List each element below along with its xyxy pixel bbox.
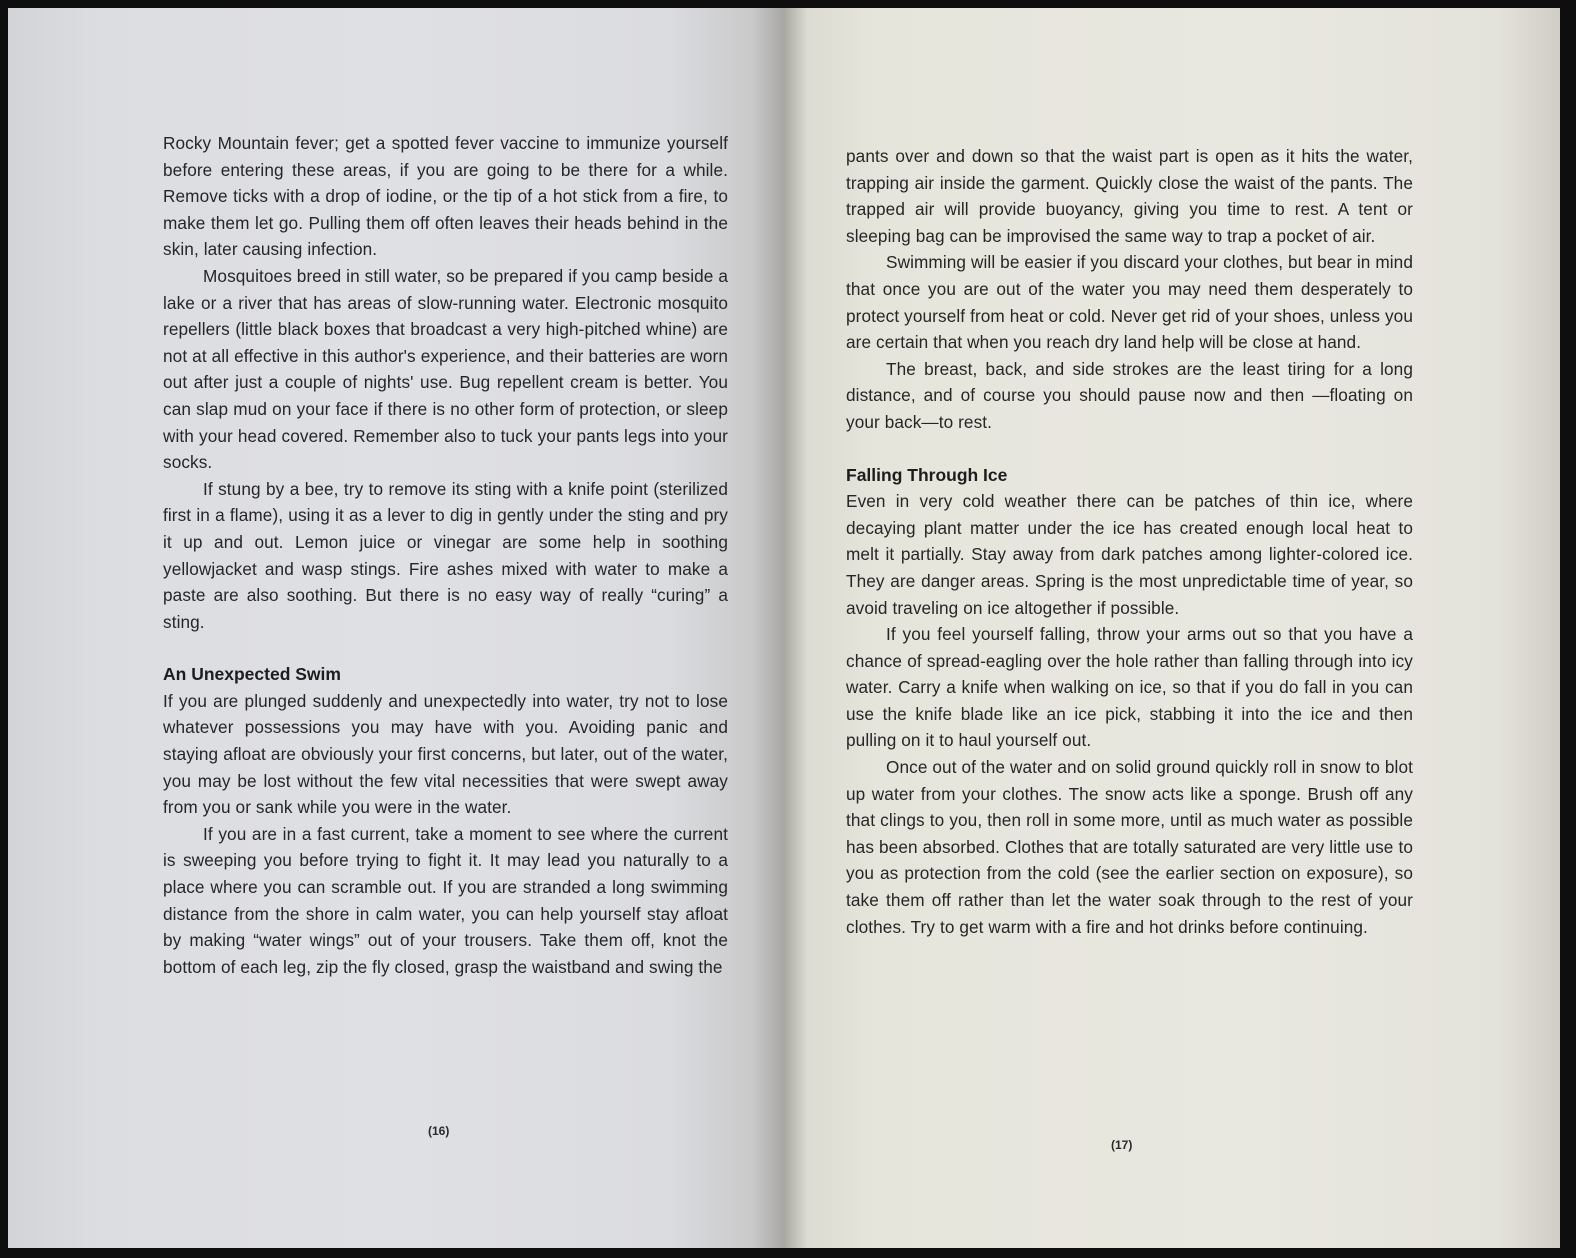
paragraph: The breast, back, and side strokes are the least tiring for a long distance, and of course you should pause now and then —floating on your back—to rest.: [846, 358, 1413, 432]
paragraph: If you are plunged suddenly and unexpectedly into water, try not to lose whatever possessions you may have with you. Avoiding panic and staying afloat are obviously your first concerns, but later, out of the water, you may be lost without the few vital necessities that were swept away from you or sank while you were in the water.: [163, 690, 728, 818]
paragraph: Mosquitoes breed in still water, so be prepared if you camp beside a lake or a river that has areas of slow-running water. Electronic mosquito repellers (little black boxes that broadcast a very high-pitched whine) are not at all effective in this author's experience, and their batteries are worn out after just a couple of nights' use. Bug repellent cream is better. You can slap mud on your face if there is no other form of protection, or sleep with your head covered. Remember also to tuck your pants legs into your socks.: [163, 265, 728, 473]
paragraph: pants over and down so that the waist part is open as it hits the water, trapping air inside the garment. Quickly close the waist of the pants. The trapped air will provide buoyancy, giving you time to rest. A tent or sleeping bag can be improvised the same way to trap a pocket of air.: [846, 146, 1413, 246]
paragraph: If you are in a fast current, take a moment to see where the current is sweeping you before trying to fight it. It may lead you naturally to a place where you can scramble out. If you are stranded a long swimming distance from the shore in calm water, you can help yourself stay afloat by making “water wings” out of your trousers. Take them off, knot the bottom of each leg, zip the fly closed, grasp the waistband and swing the: [163, 823, 728, 977]
page-number: (17): [1111, 1138, 1133, 1152]
left-text-column: [163, 130, 728, 980]
paragraph: Rocky Mountain fever; get a spotted fever vaccine to immunize yourself before entering these areas, if you are going to be there for a while. Remove ticks with a drop of iodine, or the tip of a hot stick from a fire, to make them let go. Pulling them off often leaves their heads behind in the skin, later causing infection.: [163, 133, 728, 260]
page-number: (16): [428, 1124, 450, 1138]
paragraph: Even in very cold weather there can be patches of thin ice, where decaying plant matter under the ice has created enough local heat to melt it partially. Stay away from dark patches among lighter-colored ice. They are danger areas. Spring is the most unpredictable time of year, so avoid traveling on ice altogether if possible.: [846, 491, 1413, 618]
right-text-column: [846, 143, 1413, 940]
paragraph: If stung by a bee, try to remove its sting with a knife point (sterilized first in a flame), using it as a lever to dig in gently under the sting and pry it up and out. Lemon juice or vinegar are some help in soothing yellowjacket and wasp stings. Fire ashes mixed with water to make a paste are also soothing. But there is no easy way of really “curing” a sting.: [163, 478, 728, 632]
section-heading: Falling Through Ice: [846, 464, 1008, 485]
paragraph: If you feel yourself falling, throw your arms out so that you have a chance of spread-eagling over the hole rather than falling through into icy water. Carry a knife when walking on ice, so that if you do fall in you can use the knife blade like an ice pick, stabbing it into the ice and then pulling on it to haul yourself out.: [846, 624, 1413, 751]
left-page: [8, 8, 784, 1248]
section-heading: An Unexpected Swim: [163, 664, 341, 685]
right-page: [784, 8, 1560, 1248]
paragraph: Once out of the water and on solid ground quickly roll in snow to blot up water from your clothes. The snow acts like a sponge. Brush off any that clings to you, then roll in some more, until as much water as possible has been absorbed. Clothes that are totally saturated are very little use to you as protection from the cold (see the earlier section on exposure), so take them off rather than let the water soak through to the rest of your clothes. Try to get warm with a fire and hot drinks before continuing.: [846, 757, 1413, 937]
book-spread: [8, 8, 1560, 1248]
paragraph: Swimming will be easier if you discard your clothes, but bear in mind that once you are out of the water you may need them desperately to protect yourself from heat or cold. Never get rid of your shoes, unless you are certain that when you reach dry land help will be close at hand.: [846, 252, 1413, 353]
